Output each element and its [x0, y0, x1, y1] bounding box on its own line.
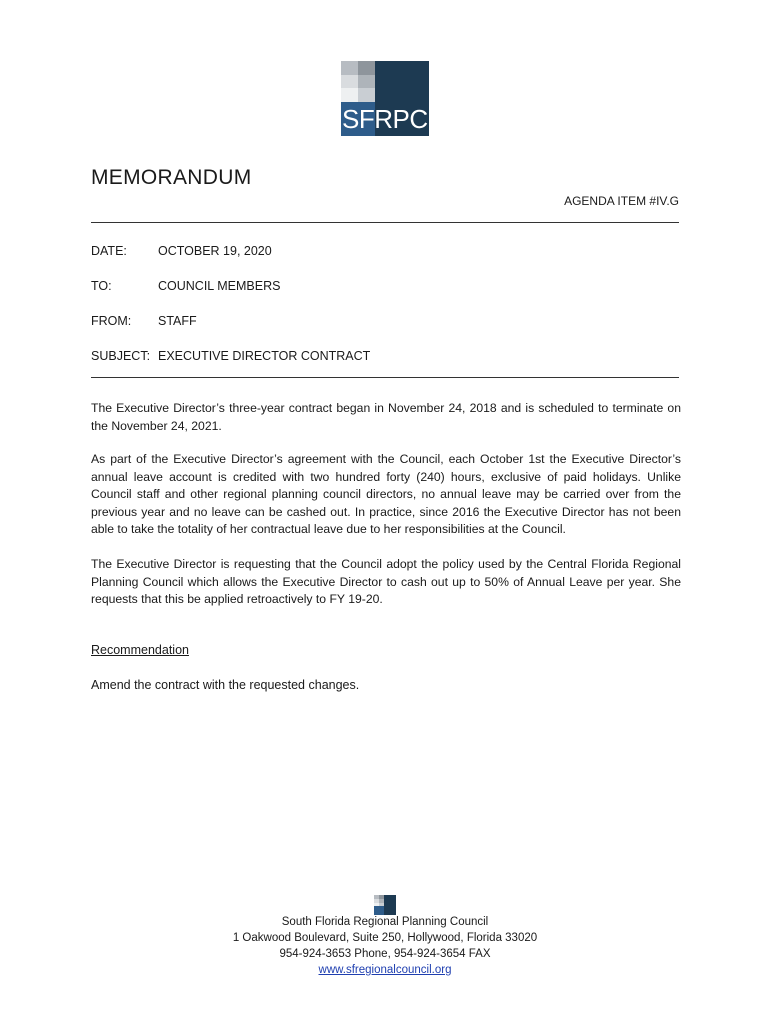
- from-value: STAFF: [158, 314, 197, 328]
- footer-website-link[interactable]: www.sfregionalcouncil.org: [318, 964, 452, 976]
- body-paragraph-1: The Executive Director’s three-year contract began in November 24, 2018 and is scheduled to terminate on the November 24, 2021.: [91, 401, 681, 433]
- footer-org: South Florida Regional Planning Council: [281, 916, 489, 928]
- to-value: COUNCIL MEMBERS: [158, 279, 281, 293]
- footer-logo-icon: [374, 895, 396, 915]
- body-paragraph-3: The Executive Director is requesting that the Council adopt the policy used by the Central Florida Regional Planning Council which allows the Executive Director to cash out up to 50% of Annual Leave per year. She requests that this be applied retroactively to FY 19-20.: [91, 557, 681, 607]
- date-label: DATE:: [91, 244, 127, 258]
- logo-wordmark: SFRPC: [342, 104, 428, 134]
- memo-title: MEMORANDUM: [91, 166, 252, 189]
- subject-label: SUBJECT:: [91, 349, 151, 363]
- footer-phones: 954-924-3653 Phone, 954-924-3654 FAX: [279, 948, 491, 960]
- divider-top: [91, 222, 679, 223]
- agenda-item: AGENDA ITEM #IV.G: [564, 194, 679, 208]
- footer-address: 1 Oakwood Boulevard, Suite 250, Hollywood, Florida 33020: [232, 932, 538, 944]
- date-value: OCTOBER 19, 2020: [158, 244, 272, 258]
- footer: [185, 914, 585, 978]
- divider-bottom: [91, 377, 679, 378]
- from-label: FROM:: [91, 314, 132, 328]
- body-paragraph-2: As part of the Executive Director’s agreement with the Council, each October 1st the Executive Director’s annual leave account is credited with two hundred forty (240) hours, exclusive of paid holidays. Unlike Council staff and other regional planning council directors, no annual leave may be carried over from the previous year and no leave can be cashed out. In practice, since 2016 the Executive Director has not been able to take the totality of her contractual leave due to her responsibilities at the Council.: [91, 452, 681, 537]
- recommendation-text: Amend the contract with the requested changes.: [91, 678, 360, 692]
- sfrpc-logo: [341, 61, 429, 136]
- subject-value: EXECUTIVE DIRECTOR CONTRACT: [158, 349, 371, 363]
- recommendation-heading: Recommendation: [91, 643, 189, 657]
- to-label: TO:: [91, 279, 112, 293]
